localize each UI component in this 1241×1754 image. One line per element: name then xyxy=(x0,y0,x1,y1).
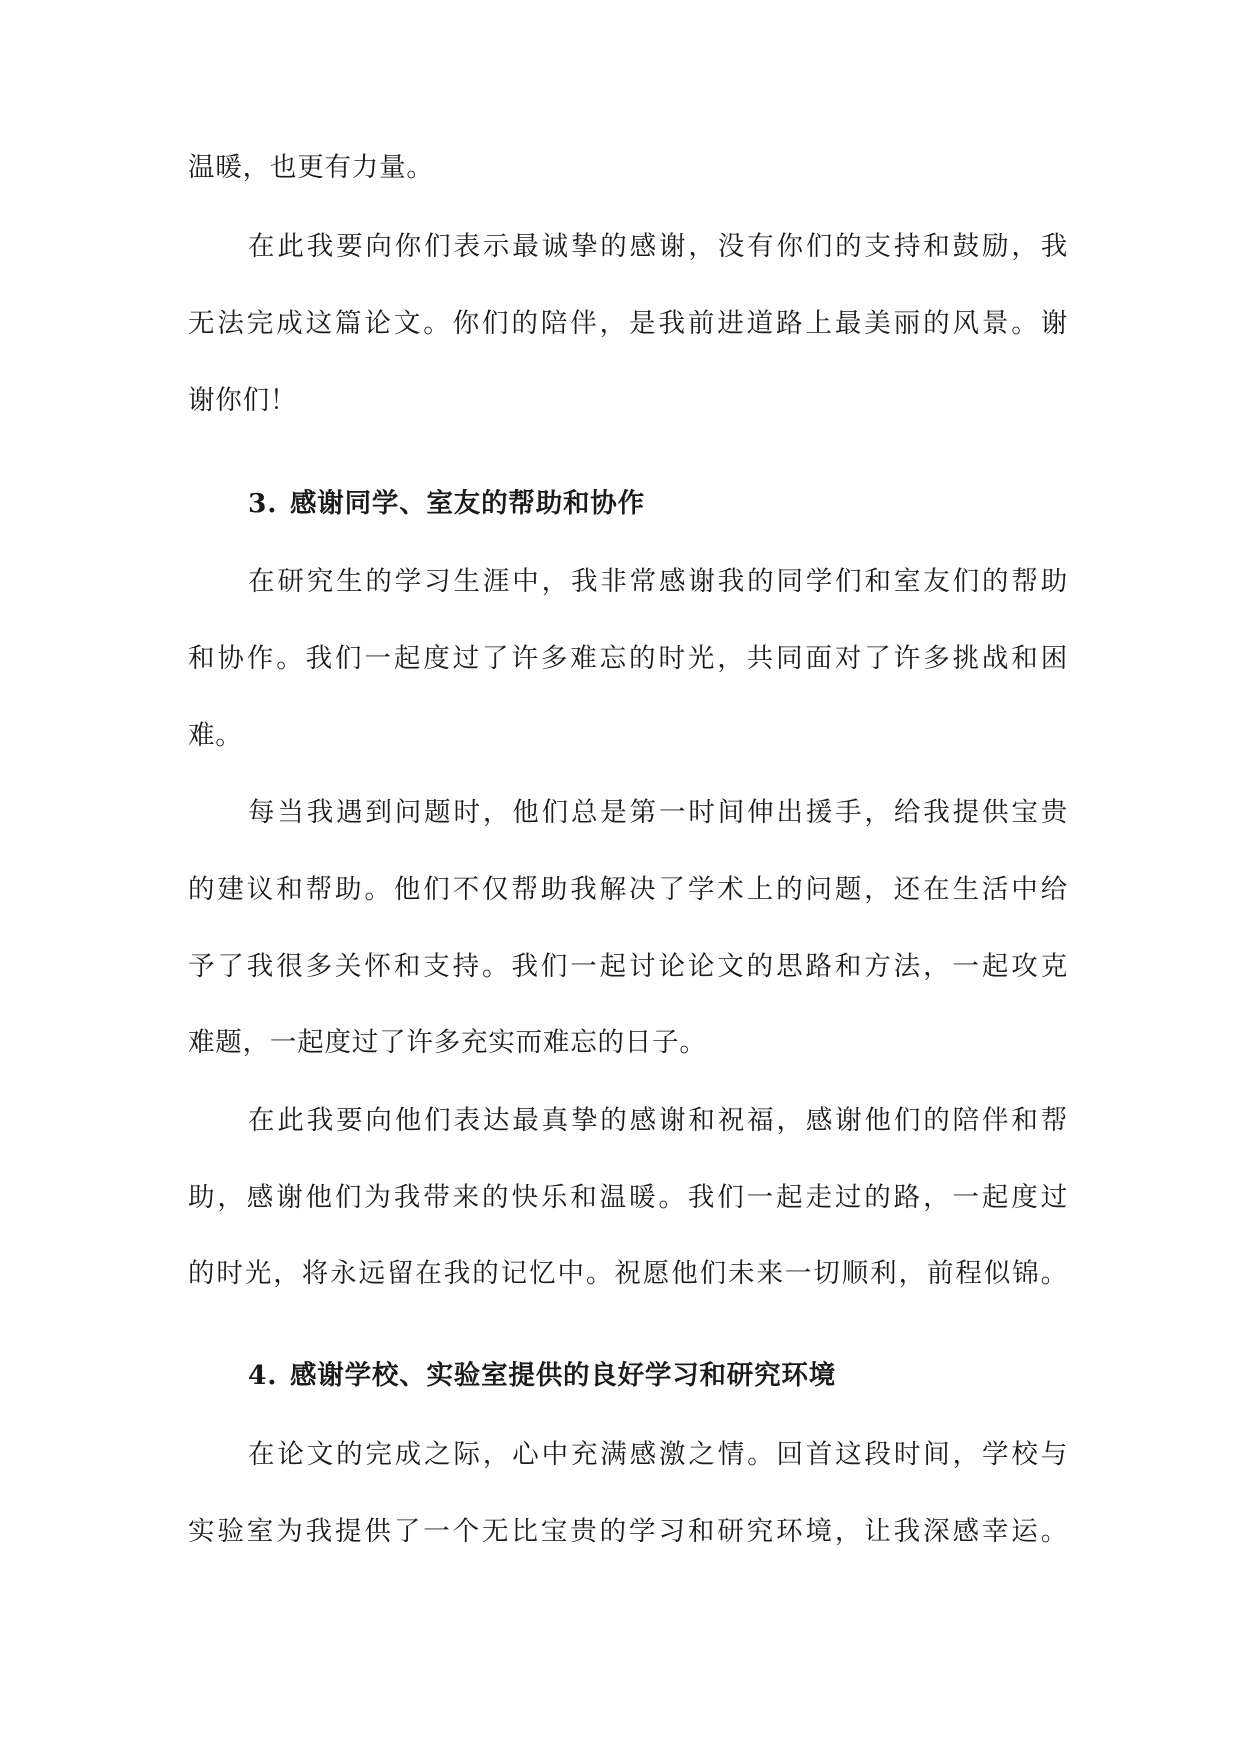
paragraph-line: 谢你们！ xyxy=(188,385,298,416)
section-title: 感谢同学、室友的帮助和协作 xyxy=(290,488,645,519)
paragraph-line: 在此我要向你们表示最诚挚的感谢，没有你们的支持和鼓励，我 xyxy=(248,231,1068,262)
paragraph-line: 的时光，将永远留在我的记忆中。祝愿他们未来一切顺利，前程似锦。 xyxy=(188,1258,1068,1289)
paragraph-line: 难题，一起度过了许多充实而难忘的日子。 xyxy=(188,1027,707,1058)
paragraph-line: 无法完成这篇论文。你们的陪伴，是我前进道路上最美丽的风景。谢 xyxy=(188,308,1068,339)
paragraph-line: 每当我遇到问题时，他们总是第一时间伸出援手，给我提供宝贵 xyxy=(248,797,1068,828)
paragraph-line: 在论文的完成之际，心中充满感激之情。回首这段时间，学校与 xyxy=(248,1439,1068,1470)
section-heading xyxy=(248,1358,836,1394)
paragraph-line: 予了我很多关怀和支持。我们一起讨论论文的思路和方法，一起攻克 xyxy=(188,951,1068,982)
section-heading xyxy=(248,486,645,522)
section-title: 感谢学校、实验室提供的良好学习和研究环境 xyxy=(290,1360,836,1391)
paragraph-line: 助，感谢他们为我带来的快乐和温暖。我们一起走过的路，一起度过 xyxy=(188,1182,1068,1213)
section-number: 4. xyxy=(248,1360,278,1391)
section-number: 3. xyxy=(248,488,278,519)
paragraph-line: 和协作。我们一起度过了许多难忘的时光，共同面对了许多挑战和困 xyxy=(188,643,1068,674)
paragraph-line: 在研究生的学习生涯中，我非常感谢我的同学们和室友们的帮助 xyxy=(248,566,1068,597)
paragraph-line: 温暖，也更有力量。 xyxy=(188,152,434,183)
paragraph-line: 实验室为我提供了一个无比宝贵的学习和研究环境，让我深感幸运。 xyxy=(188,1516,1068,1547)
paragraph-line: 难。 xyxy=(188,720,243,751)
paragraph-line: 在此我要向他们表达最真挚的感谢和祝福，感谢他们的陪伴和帮 xyxy=(248,1105,1068,1136)
paragraph-line: 的建议和帮助。他们不仅帮助我解决了学术上的问题，还在生活中给 xyxy=(188,874,1068,905)
